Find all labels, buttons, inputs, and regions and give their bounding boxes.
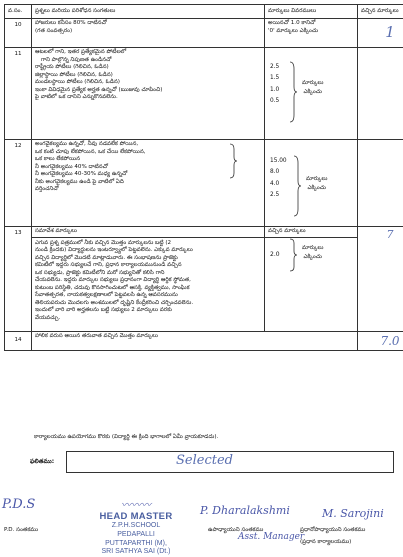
table-row-10 bbox=[5, 19, 403, 48]
header-marks-details: మార్కులు వివరములు bbox=[265, 5, 358, 19]
row-11-marks-list bbox=[270, 63, 279, 106]
row-11-marks bbox=[265, 48, 358, 140]
stamp-line-2: Z.P.H.SCHOOL bbox=[88, 522, 184, 531]
row-13-description bbox=[32, 227, 265, 332]
row-11-desc-line: మండలస్థాయి పోటీలు (గెలిచిన, ఓడిన) bbox=[35, 79, 261, 87]
row-13-desc-line: చేయవలెను. ఇద్దరు మార్కుల సభ్యులు ప్రధానంగా విద్యార్థి ఆర్థిక స్థోమత, bbox=[35, 277, 261, 285]
row-13-desc-line: కమిటీలో ఇద్దరు సభ్యులచే గాని, ప్రధాన కార్యాలయమునుండి వచ్చిన bbox=[35, 262, 261, 270]
row-12-desc-line: అంగవైకల్యము ఉన్నచో, నీవు నడవలేక పోయిన, bbox=[35, 141, 261, 149]
row-11-desc-line: గాని పాల్గొన్న నిపుణత ఉండినచో bbox=[35, 57, 261, 65]
row-13-marks-head: వచ్చిన మార్కులు bbox=[265, 228, 357, 238]
row-11-awarded bbox=[358, 48, 403, 140]
row-11-mark-value: 1.5 bbox=[270, 74, 279, 83]
row-10-desc-line: (గత సంవత్సరం) bbox=[35, 28, 261, 36]
row-14-number: 14 bbox=[5, 332, 32, 351]
row-13-brace-icon bbox=[288, 238, 298, 272]
row-11-marks-label bbox=[302, 79, 323, 97]
row-11-mark-value: 0.5 bbox=[270, 97, 279, 106]
headmaster-signature-label: ప్రధానోపాధ్యాయుని సంతకము bbox=[300, 526, 365, 534]
row-12-label-line: మార్కులు bbox=[306, 175, 327, 184]
row-10-awarded bbox=[358, 19, 403, 48]
row-10-desc-line: హాజరులు కనీసం 80% దాటినచో bbox=[35, 20, 261, 28]
row-12-desc-line: ఒక కంటి చూపు లేకపోయిన, ఒక చేయి లేకపోయిన, bbox=[35, 149, 261, 157]
row-13-desc-line: సేవాతత్పరత, నాయకత్వలక్షణాలలో పెట్టవలసి ఉన్న ఆవసరమును bbox=[35, 292, 261, 300]
row-12-desc-line: నీకు అంగవైకల్యము ఉండి పై వాటిలో ఏది bbox=[35, 179, 261, 187]
header-serial: వ.సం. bbox=[5, 5, 32, 19]
row-13-desc-line: ఇందులో వారి వారి అర్హతలను బట్టి సభ్యులు 2 మార్కులు వరకు bbox=[35, 307, 261, 315]
result-value: Selected bbox=[176, 453, 233, 468]
marks-table bbox=[4, 4, 403, 351]
row-12-desc-line: నీ అంగవైకల్యము 40% దాటినచో bbox=[35, 164, 261, 172]
row-13-awarded bbox=[358, 227, 403, 332]
row-11-description bbox=[32, 48, 265, 140]
table-row-14 bbox=[5, 332, 403, 351]
row-11-desc-line: ఆటలలో గాని, ఇతర ప్రత్యేకమైన పోటీలలో bbox=[35, 49, 261, 57]
row-11-number: 11 bbox=[5, 48, 32, 140]
row-12-brace-icon bbox=[292, 155, 302, 217]
stamp-line-3: PEDAPALLI bbox=[88, 531, 184, 540]
row-11-mark-value: 2.5 bbox=[270, 63, 279, 72]
row-13-number: 13 bbox=[5, 227, 32, 332]
headmaster-signature: M. Sarojini bbox=[322, 507, 384, 520]
row-12-marks bbox=[265, 140, 358, 227]
row-13-marks-value: 2.0 bbox=[270, 250, 280, 260]
row-11-desc-line: పై వాటిలో ఒక దానిని ఎన్నుకొనవలెను. bbox=[35, 94, 261, 102]
row-12-awarded bbox=[358, 140, 403, 227]
row-13-desc-line: ఎగువ ప్రశ్న పత్రములో నీకు వచ్చిన మొత్తం మార్కులను బట్టి (2 bbox=[35, 240, 261, 248]
row-13-marks-label bbox=[302, 244, 323, 262]
row-12-label-line: ఎక్కించు bbox=[306, 184, 327, 193]
stamp-line-1: HEAD MASTER bbox=[88, 511, 184, 522]
row-10-number: 10 bbox=[5, 19, 32, 48]
row-12-number: 12 bbox=[5, 140, 32, 227]
row-14-awarded bbox=[358, 332, 403, 351]
result-label: ఫలితము: bbox=[30, 458, 54, 466]
table-row-13 bbox=[5, 227, 403, 332]
row-13-desc-line: నుండి క్రిందకు) విద్యార్థులను ఇంటర్వ్యూలో పెట్టవలెను. ఎక్కువ మార్కులు bbox=[35, 247, 261, 255]
row-12-mark-value: 8.0 bbox=[270, 168, 287, 177]
pd-signature-label: P.D. సంతకము bbox=[4, 526, 38, 534]
row-11-mark-value: 1.0 bbox=[270, 86, 279, 95]
row-11-brace-icon bbox=[288, 61, 298, 123]
row-14-desc-line: హాలిక వరుస ఆయిన తరువాత వచ్చిన మొత్తం మార్కులు bbox=[35, 333, 354, 341]
row-12-mark-value: 15.00 bbox=[270, 157, 287, 166]
row-13-desc-title: సమావేశ మార్కులు bbox=[32, 228, 264, 238]
row-13-desc-line: వచ్చిన విద్యార్థిలో మొదటి మాట్లాడువారు. ఈ సంభాషణను ప్రాజెక్టు bbox=[35, 255, 261, 263]
row-12-desc-line: నీ అంగవైకల్యము 40-30% మధ్య ఉన్నచో bbox=[35, 171, 261, 179]
stamp-initials-icon: 〰〰〰 bbox=[88, 496, 184, 511]
header-description: ప్రశ్నలు మరియు పరిశోధన సంగతులు bbox=[32, 5, 265, 19]
row-12-marks-list bbox=[270, 157, 287, 200]
row-11-desc-line: రాష్ట్రీయ పోటీలు (గెలిచిన, ఓడిన) bbox=[35, 64, 261, 72]
row-11-desc-line: ఇంకా వివిధమైన ప్రత్యేక అర్హత ఉన్నచో (ఋజువు చూపించి) bbox=[35, 87, 261, 95]
table-row-12 bbox=[5, 140, 403, 227]
row-10-awarded-value: 1 bbox=[361, 22, 403, 42]
row-10-marks-line: అయినచో 1.0 కానిచో bbox=[268, 20, 354, 28]
row-10-marks-line: '0' మార్కులు ఎక్కించు bbox=[268, 28, 354, 36]
office-label: (ప్రధాన కార్యాలయము) bbox=[300, 538, 351, 546]
office-use-note: కార్యాలయము ఉపయోగము కొరకు (విద్యార్థి ఈ క్రింది భాగాలలో ఏమీ వ్రాయకూడదు). bbox=[34, 433, 218, 441]
row-11-label-line: మార్కులు bbox=[302, 79, 323, 88]
row-13-marks bbox=[265, 227, 358, 332]
row-12-desc-line: వర్తించనిచో bbox=[35, 186, 261, 194]
row-13-desc-line: వేయవచ్చు. bbox=[35, 315, 261, 323]
row-12-description bbox=[32, 140, 265, 227]
table-row-11 bbox=[5, 48, 403, 140]
head-master-stamp bbox=[88, 496, 184, 557]
row-10-description bbox=[32, 19, 265, 48]
row-12-desc-line: ఒక కాలు లేకపోయిన bbox=[35, 156, 261, 164]
stamp-line-4: PUTTAPARTHI (M), bbox=[88, 540, 184, 549]
row-13-desc-line: తెలియపరుచు మొదలగు అంశములలో దృష్టిని కేంద్రీకరించి చర్చించవలెను. bbox=[35, 300, 261, 308]
row-13-desc-line: ఒక సభ్యుడు, ప్రాజెక్టు కమిటీలోని మరో సభ్యునితో కలిసి గాని bbox=[35, 270, 261, 278]
row-12-marks-label bbox=[306, 175, 327, 193]
row-14-awarded-value: 7.0 bbox=[380, 334, 399, 348]
row-13-label-line: ఎక్కించు bbox=[302, 253, 323, 262]
row-12-group-brace-icon bbox=[228, 143, 238, 179]
row-12-mark-value: 4.0 bbox=[270, 180, 287, 189]
row-10-marks bbox=[265, 19, 358, 48]
stamp-line-5: SRI SATHYA SAI (Dt.) bbox=[88, 548, 184, 557]
row-11-desc-line: జిల్లాస్థాయి పోటీలు (గెలిచిన, ఓడిన) bbox=[35, 72, 261, 80]
row-13-desc-line: కుటుంబ పరిస్థితి, చదువు కొనసాగించుటలో ఆసక్తి, వ్యక్తిత్వము, సాంఘిక bbox=[35, 285, 261, 293]
teacher-signature: P. Dharalakshmi bbox=[200, 504, 290, 517]
pd-signature: P.D.S bbox=[2, 497, 35, 512]
header-awarded-marks: వచ్చిన మార్కులు bbox=[358, 5, 403, 19]
row-13-awarded-value: 7 bbox=[361, 228, 403, 243]
row-12-mark-value: 2.5 bbox=[270, 191, 287, 200]
row-13-label-line: మార్కులు bbox=[302, 244, 323, 253]
row-14-description bbox=[32, 332, 358, 351]
row-11-label-line: ఎక్కించు bbox=[302, 88, 323, 97]
table-header-row bbox=[5, 5, 403, 19]
teacher-signature-label: ఉపాధ్యాయుని సంతకము bbox=[208, 526, 263, 534]
manager-signature: Asst. Manager bbox=[238, 532, 304, 542]
